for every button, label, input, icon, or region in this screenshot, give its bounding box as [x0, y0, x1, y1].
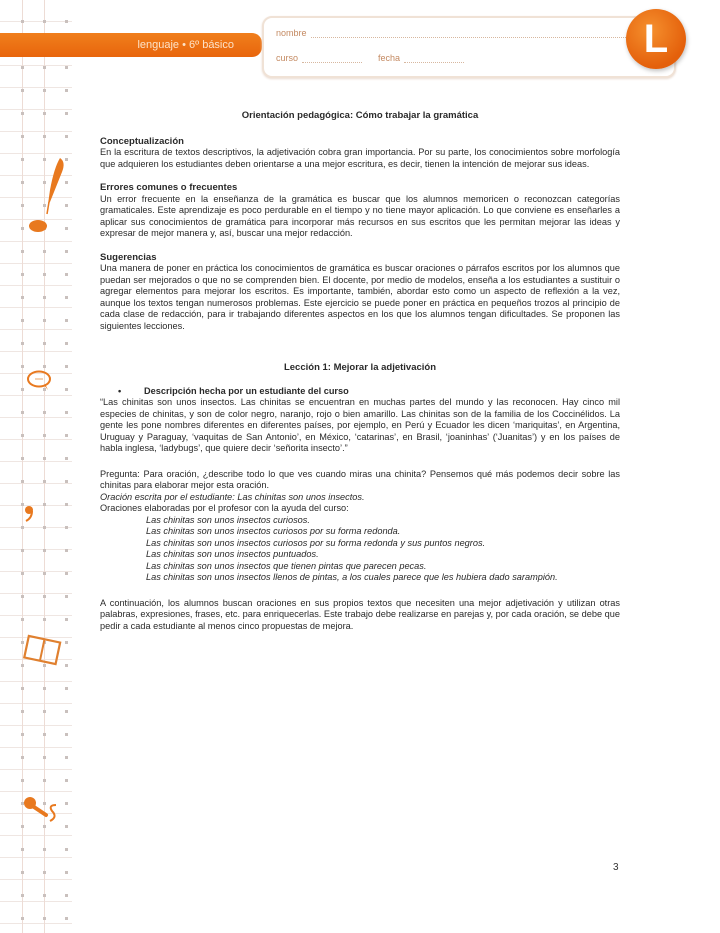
magnifier-icon: [22, 795, 62, 825]
date-field[interactable]: [404, 54, 464, 63]
lesson-title: Lección 1: Mejorar la adjetivación: [283, 362, 437, 373]
speech-bubble-icon: [26, 370, 52, 392]
student-info-box: [262, 16, 676, 78]
course-field[interactable]: [302, 54, 362, 63]
student-quote: “Las chinitas son unos insectos. Las chinitas se encuentran en muchas partes del mundo y las reconocen. Hay cinco mil especies de chinitas, y son de color negro, naranjo, rojo o bien amarillo. Las chinitas son de la familia de los Coccinélidos. La gente les pone nombres diferentes en diferentes países, por ejemplo, en Perú y Ecuador les dicen ‘mariquitas’, en Argentina, Uruguay y Paraguay, ‘vaquitas de San Antonio’, en México, ‘catarinas’, en Brasil, ‘joaninhas’ (‘Juanitas’) y en los países de habla inglesa, ‘ladybugs’, que quiere decir ‘señorita insecto’.”: [100, 397, 620, 453]
improved-sentence: Las chinitas son unos insectos curiosos por su forma redonda.: [146, 526, 401, 536]
section-conceptualizacion: [100, 136, 620, 171]
original-sentence-line: Oración escrita por el estudiante: Las chinitas son unos insectos.: [100, 491, 365, 502]
improved-label: Oraciones elaboradas por el profesor con la ayuda del curso:: [100, 503, 349, 513]
question: Pregunta: Para oración, ¿describe todo lo que ves cuando miras una chinita? Pensemos qué más podemos decir sobre las chinitas para elaborar mejor esta oración.: [100, 468, 620, 490]
section-body: En la escritura de textos descriptivos, la adjetivación cobra gran importancia. Por su parte, los conocimientos sobre morfología que adquieren los estudiantes deben orientarse a una mejor escritura, es decir, tienen la intención de mejorar sus ideas.: [100, 147, 620, 169]
section-sugerencias: [100, 252, 620, 333]
name-field[interactable]: [311, 29, 632, 38]
course-label: curso: [276, 53, 299, 63]
book-icon: [22, 633, 62, 669]
section-body: Una manera de poner en práctica los conocimientos de gramática es buscar oraciones o párrafos escritos por los alumnos que puedan ser mejorados o que no se comprenden bien. El docente, por medio de modelos, enseña a los estudiantes a sustituir o agregar elementos para mejorar los escritos. Es importante, también, abordar esto como un aspecto de reflexión a la vez, aunque los textos tengan numerosos problemas. Este ejercicio se puede poner en práctica en pequeños trozos al principio de cada clase de redacción, para ir trabajando diferentes aspectos en los que los alumnos tengan dificultades. Se proponen las siguientes lecciones.: [100, 263, 620, 331]
improved-sentence: Las chinitas son unos insectos curiosos.: [146, 514, 310, 525]
improved-sentence: Las chinitas son unos insectos llenos de pintas, a los cuales parece que les hubiera dado sarampión.: [146, 572, 558, 582]
pen-icon: [26, 150, 70, 234]
subject-banner: lenguaje • 6º básico: [0, 33, 262, 57]
improved-sentence: Las chinitas son unos insectos que tienen pintas que parecen pecas.: [146, 560, 427, 571]
notebook-grid-margin: [0, 0, 72, 933]
lesson-bullet: • Descripción hecha por un estudiante del curso: [118, 385, 349, 396]
section-errores: [100, 182, 620, 240]
document-title: Orientación pedagógica: Cómo trabajar la gramática: [241, 110, 479, 121]
closing-paragraph: A continuación, los alumnos buscan oraciones en sus propios textos que necesiten una mejor adjetivación y utilizan otras palabras, expresiones, frases, etc. para enriquecerlas. Este trabajo debe realizarse en parejas y, por cada oración, se debe que pedir a cada estudiante al menos cinco propuestas de mejora.: [100, 597, 620, 631]
name-label: nombre: [276, 28, 307, 38]
page-number: 3: [613, 862, 619, 873]
date-label: fecha: [378, 53, 401, 63]
improved-sentence: Las chinitas son unos insectos curiosos por su forma redonda y sus puntos negros.: [146, 537, 486, 548]
document-body: [100, 110, 620, 644]
lenguaje-logo-badge: L: [626, 9, 686, 69]
comma-icon: [23, 505, 35, 523]
section-body: Un error frecuente en la enseñanza de la gramática es buscar que los alumnos memoricen o reconozcan categorías gramaticales. Este aprendizaje es poco perdurable en el tiempo y no tiene mayor aplicación. Lo que conviene es enseñarles a aplicar sus conocimientos de gramática para incorporar más recursos en sus escritos que les permitan mejorar las ideas y expresar de mejor manera y, así, buscar una mejor redacción.: [100, 193, 620, 238]
section-heading: Errores comunes o frecuentes: [100, 182, 238, 193]
improved-sentence: Las chinitas son unos insectos puntuados.: [146, 549, 319, 559]
section-heading: Conceptualización: [100, 135, 184, 147]
bullet-icon: •: [118, 385, 122, 396]
section-heading: Sugerencias: [100, 251, 157, 263]
